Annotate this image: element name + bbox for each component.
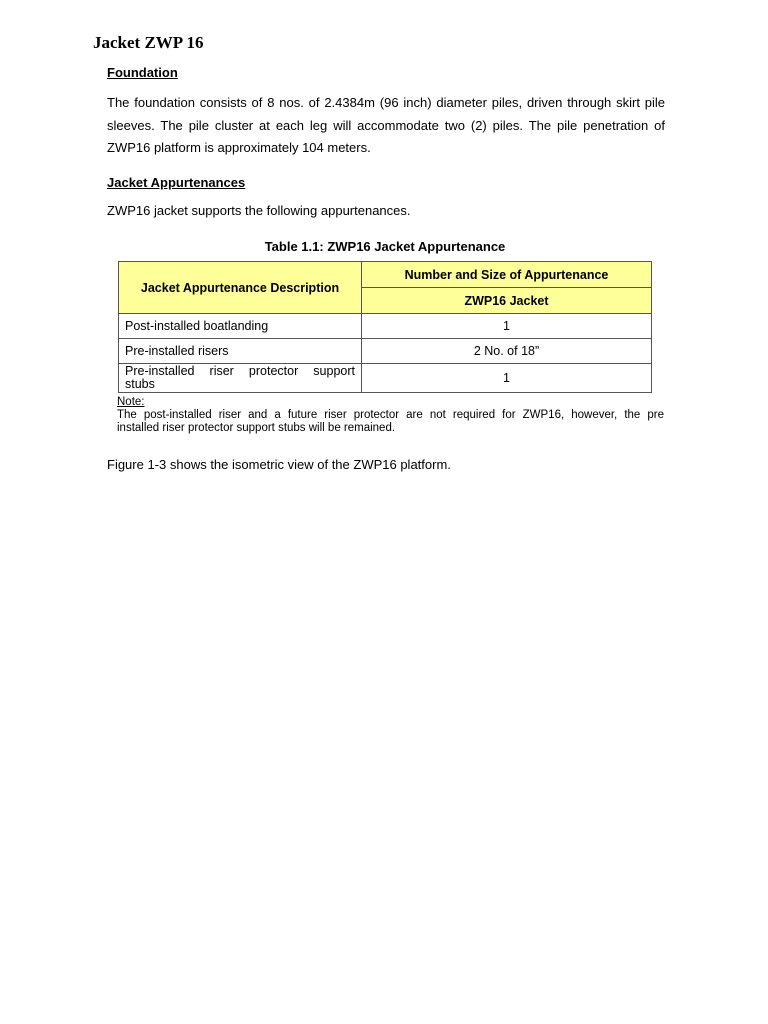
appurtenances-intro: ZWP16 jacket supports the following appurtenances. xyxy=(107,203,411,218)
row-description-line: Pre-installed riser protector support xyxy=(125,364,355,378)
header-subcolumn: ZWP16 Jacket xyxy=(362,288,652,314)
row-description-line: stubs xyxy=(125,377,155,391)
row-description: Post-installed boatlanding xyxy=(119,314,362,339)
table-row xyxy=(119,364,652,393)
appurtenances-heading: Jacket Appurtenances xyxy=(107,175,246,190)
document-title: Jacket ZWP 16 xyxy=(93,33,204,52)
note-line: installed riser protector support stubs will be remained. xyxy=(117,422,396,434)
foundation-line: sleeves. The pile cluster at each leg will accommodate two (2) piles. The pile penetration of xyxy=(107,117,665,133)
header-number-size: Number and Size of Appurtenance xyxy=(362,262,652,288)
note-line: The post-installed riser and a future riser protector are not required for ZWP16, however, the pre xyxy=(117,409,664,421)
row-description xyxy=(119,364,362,393)
row-description: Pre-installed risers xyxy=(119,339,362,364)
table-header-row xyxy=(119,262,652,288)
table-row xyxy=(119,339,652,364)
row-value: 1 xyxy=(362,314,652,339)
row-value: 2 No. of 18” xyxy=(362,339,652,364)
foundation-paragraph xyxy=(107,92,665,160)
note-label: Note: xyxy=(117,396,145,408)
header-description: Jacket Appurtenance Description xyxy=(119,262,362,314)
foundation-line: ZWP16 platform is approximately 104 meters. xyxy=(107,140,371,155)
foundation-line: The foundation consists of 8 nos. of 2.4384m (96 inch) diameter piles, driven through skirt pile xyxy=(107,95,665,110)
figure-reference: Figure 1-3 shows the isometric view of the ZWP16 platform. xyxy=(107,457,451,472)
foundation-heading: Foundation xyxy=(107,65,178,80)
appurtenance-table xyxy=(118,261,652,393)
table-note xyxy=(117,396,664,435)
row-value: 1 xyxy=(362,364,652,393)
table-row xyxy=(119,314,652,339)
table-caption: Table 1.1: ZWP16 Jacket Appurtenance xyxy=(264,239,506,254)
